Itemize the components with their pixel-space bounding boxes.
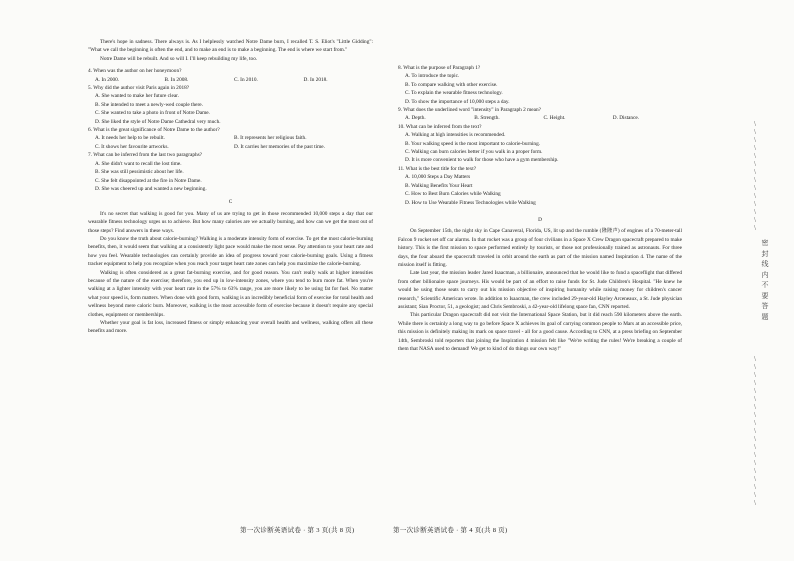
- option-b: B. In 2008.: [164, 76, 189, 83]
- question-4: [88, 67, 373, 84]
- option-a: A. She wanted to make her future clear.: [95, 93, 179, 100]
- intro-paragraph-2: Notre Dame will be rebuilt. And so will I. I'll keep rebuilding my life, too.: [100, 55, 258, 62]
- passage-c-paragraph-3: Walking is often considered as a great fat-burning exercise, and for good reason. You can't really walk at higher intensities because of the nature of the exercise; therefore, you end up in low-intensity zones, where you tend to burn more fat. When you're walking at a lighter intensity with your heart rate in the 57% to 63% range, you are more likely to be using fat for fuel. No matter what your speed is, form matters. When done with good form, walking is an incredibly beneficial form of exercise for total health and wellness beyond mere caloric burn. Moreover, walking is the most accessible form of exercise because it doesn't require any special clothes, equipment or memberships.: [88, 269, 373, 318]
- option-d: D. It carries her memories of the past time.: [234, 143, 325, 150]
- seal-line-top: \ \ \ \ \ \ \ \ \ \ \ \ \ \: [754, 120, 756, 232]
- question-11: [398, 165, 682, 207]
- option-d: D. In 2018.: [303, 76, 328, 83]
- seal-line-bottom: \ \ \ \ \ \ \ \ \ \ \ \ \ \ \ \ \ \ \: [754, 355, 756, 507]
- question-9: [398, 106, 682, 123]
- option-b: B. Your walking speed is the most important to calorie-burning.: [405, 140, 541, 147]
- option-d: D. She was cheered up and wanted a new beginning.: [95, 185, 207, 192]
- option-c: C. She felt disappointed at the fire in Notre Dame.: [95, 177, 202, 184]
- seal-line-notice: 密封线内不要答题: [761, 239, 769, 321]
- question-stem: 5. Why did the author visit Paris again in 2018?: [88, 85, 190, 92]
- question-7: [88, 151, 373, 193]
- exam-page-4: [398, 0, 682, 353]
- passage-c-paragraph-1: It's no secret that walking is good for you. Many of us are trying to get in those recommended 10,000 steps a day that our wearable fitness technology urges us to achieve. But how many calories are we actually burning, and how can we get the most out of those steps? Find answers in these ways.: [88, 210, 373, 234]
- passage-d-paragraph-3: This particular Dragon spacecraft did not visit the International Space Station, but it did reach 590 kilometers above the earth. While there is certainly a long way to go before Space X achieves its goal of carrying common people to Mars at an accessible price, this mission is definitely making its mark on space travel - all for a good cause. According to CNN, at a press briefing on September 14th, Sembroski told reporters that joining the Inspiration 4 mission felt like "We're writing the rules! We're breaking a couple of them that NASA used to demand! We get to kind of do things our own way!": [398, 312, 682, 352]
- option-c: C. How to Best Burn Calories while Walking: [405, 191, 501, 198]
- option-c: C. In 2010.: [234, 76, 258, 83]
- option-d: D. It is more convenient to walk for those who have a gym membership.: [405, 157, 559, 164]
- option-a: A. She didn't want to recall the lost time.: [95, 160, 182, 167]
- passage-d-paragraph-2: Late last year, the mission leader Jared Isaacman, a billionaire, announced that he would like to fund a spaceflight that differed from other billionaire space journeys. His would be part of an effort to raise funds for St. Jude Children's Hospital. "He knew he would be using those seats to carry out his mission objective of inspiring humanity while raising money for children's cancer research," Scientific American wrote. In addition to Isaacman, the crew included 29-year-old Hayley Arceneaux, a St. Jude physician assistant; Sian Proctor, 51, a geologist; and Chris Sembroski, a 42-year-old lifelong space fan, CNN reported.: [398, 270, 682, 310]
- option-d: D. How to Use Wearable Fitness Technologies while Walking: [405, 199, 536, 206]
- option-c: C. She wanted to take a photo in front of Notre Dame.: [95, 110, 210, 117]
- option-b: B. She was still pessimistic about her life.: [95, 169, 184, 176]
- page-footer-right: 第一次诊断英语试卷 · 第 4 页(共 8 页): [393, 527, 508, 534]
- section-d-title: D: [538, 216, 542, 223]
- passage-c-paragraph-2: Do you know the truth about calorie-burning? Walking is a moderate intensity form of exercise. To get the most calorie-burning benefits, then, it would seem that walking at a consistently light pace would make the most sense. Pay attention to your heart rate and how you feel. Wearable technologies can certainly provide an idea of progress toward your calorie-burning goals. Using a fitness tracker equipment to help you recognize when you reach your target heart rate zones can help you maximize the calorie-burning.: [88, 235, 373, 268]
- option-b: B. Strength.: [474, 115, 500, 122]
- option-a: A. It needs her help to be rebuilt.: [95, 135, 165, 142]
- passage-c-paragraph-4: Whether your goal is fat loss, increased fitness or simply enhancing your overall health and wellness, walking offers all these benefits and more.: [88, 320, 373, 335]
- option-d: D. Distance.: [612, 115, 640, 122]
- option-a: A. Depth.: [405, 115, 426, 122]
- question-8: [398, 64, 682, 106]
- question-6: [88, 126, 373, 151]
- option-c: C. To explain the wearable fitness technology.: [405, 90, 503, 97]
- option-c: C. Walking can burn calories better if you walk in a proper form.: [405, 149, 543, 156]
- option-b: B. She intended to meet a newly-wed couple there.: [95, 101, 203, 108]
- question-stem: 8. What is the purpose of Paragraph 1?: [398, 65, 481, 71]
- option-b: B. Walking Benefits Your Heart: [405, 182, 473, 189]
- option-d: D. She liked the style of Notre Dame Cathedral very much.: [95, 118, 221, 125]
- option-c: C. Height.: [543, 115, 566, 122]
- option-a: A. In 2000.: [95, 76, 120, 83]
- question-stem: 4. When was the author on her honeymoon?: [88, 68, 182, 75]
- option-a: A. Walking at high intensities is recommended.: [405, 132, 506, 139]
- page-footer-left: 第一次诊断英语试卷 · 第 3 页(共 8 页): [240, 527, 355, 534]
- binding-margin: [746, 0, 786, 561]
- question-stem: 7. What can be inferred from the last two paragraphs?: [88, 152, 203, 159]
- option-b: B. To compare walking with other exercise.: [405, 81, 498, 88]
- option-a: A. 10,000 Steps a Day Matters: [405, 174, 471, 181]
- question-5: [88, 84, 373, 126]
- option-d: D. To show the importance of 10,000 steps a day.: [405, 98, 510, 105]
- question-stem: 10. What can be inferred from the text?: [398, 123, 482, 130]
- question-stem: 9. What does the underlined word "intensity" in Paragraph 2 mean?: [398, 107, 541, 114]
- question-stem: 6. What is the great significance of Notre Dame to the author?: [88, 127, 220, 134]
- passage-d-paragraph-1: On September 15th, the night sky in Cape Canaveral, Florida, US, lit up and the rumble (隆隆声) of engines of a 70-meter-tall Falcon 9 rocket set off car alarms. In that rocket was a group of four civilians in a Space X Crew Dragon spacecraft prepared to make history. This is the first mission to space performed entirely by tourists, or those not professionally trained as astronauts. For three days, the four aboard the spacecraft traveled in orbit around the earth as part of the mission named Inspiration 4. The name of the mission itself is fitting.: [398, 228, 682, 268]
- exam-page-3: [88, 0, 373, 336]
- section-c-title: C: [228, 199, 233, 206]
- question-stem: 11. What is the best title for the text?: [398, 165, 477, 172]
- option-a: A. To introduce the topic.: [405, 73, 460, 80]
- option-b: B. It represents her religious faith.: [234, 135, 307, 142]
- option-c: C. It shows her favourite artworks.: [95, 143, 169, 150]
- question-10: [398, 123, 682, 165]
- intro-paragraph-1: There's hope in sadness. There always is. As I helplessly watched Notre Dame burn, I recalled T. S. Eliot's "Little Gidding": "What we call the beginning is often the end, and to make an end is to make a beginning. The end is where we start from.": [88, 39, 373, 54]
